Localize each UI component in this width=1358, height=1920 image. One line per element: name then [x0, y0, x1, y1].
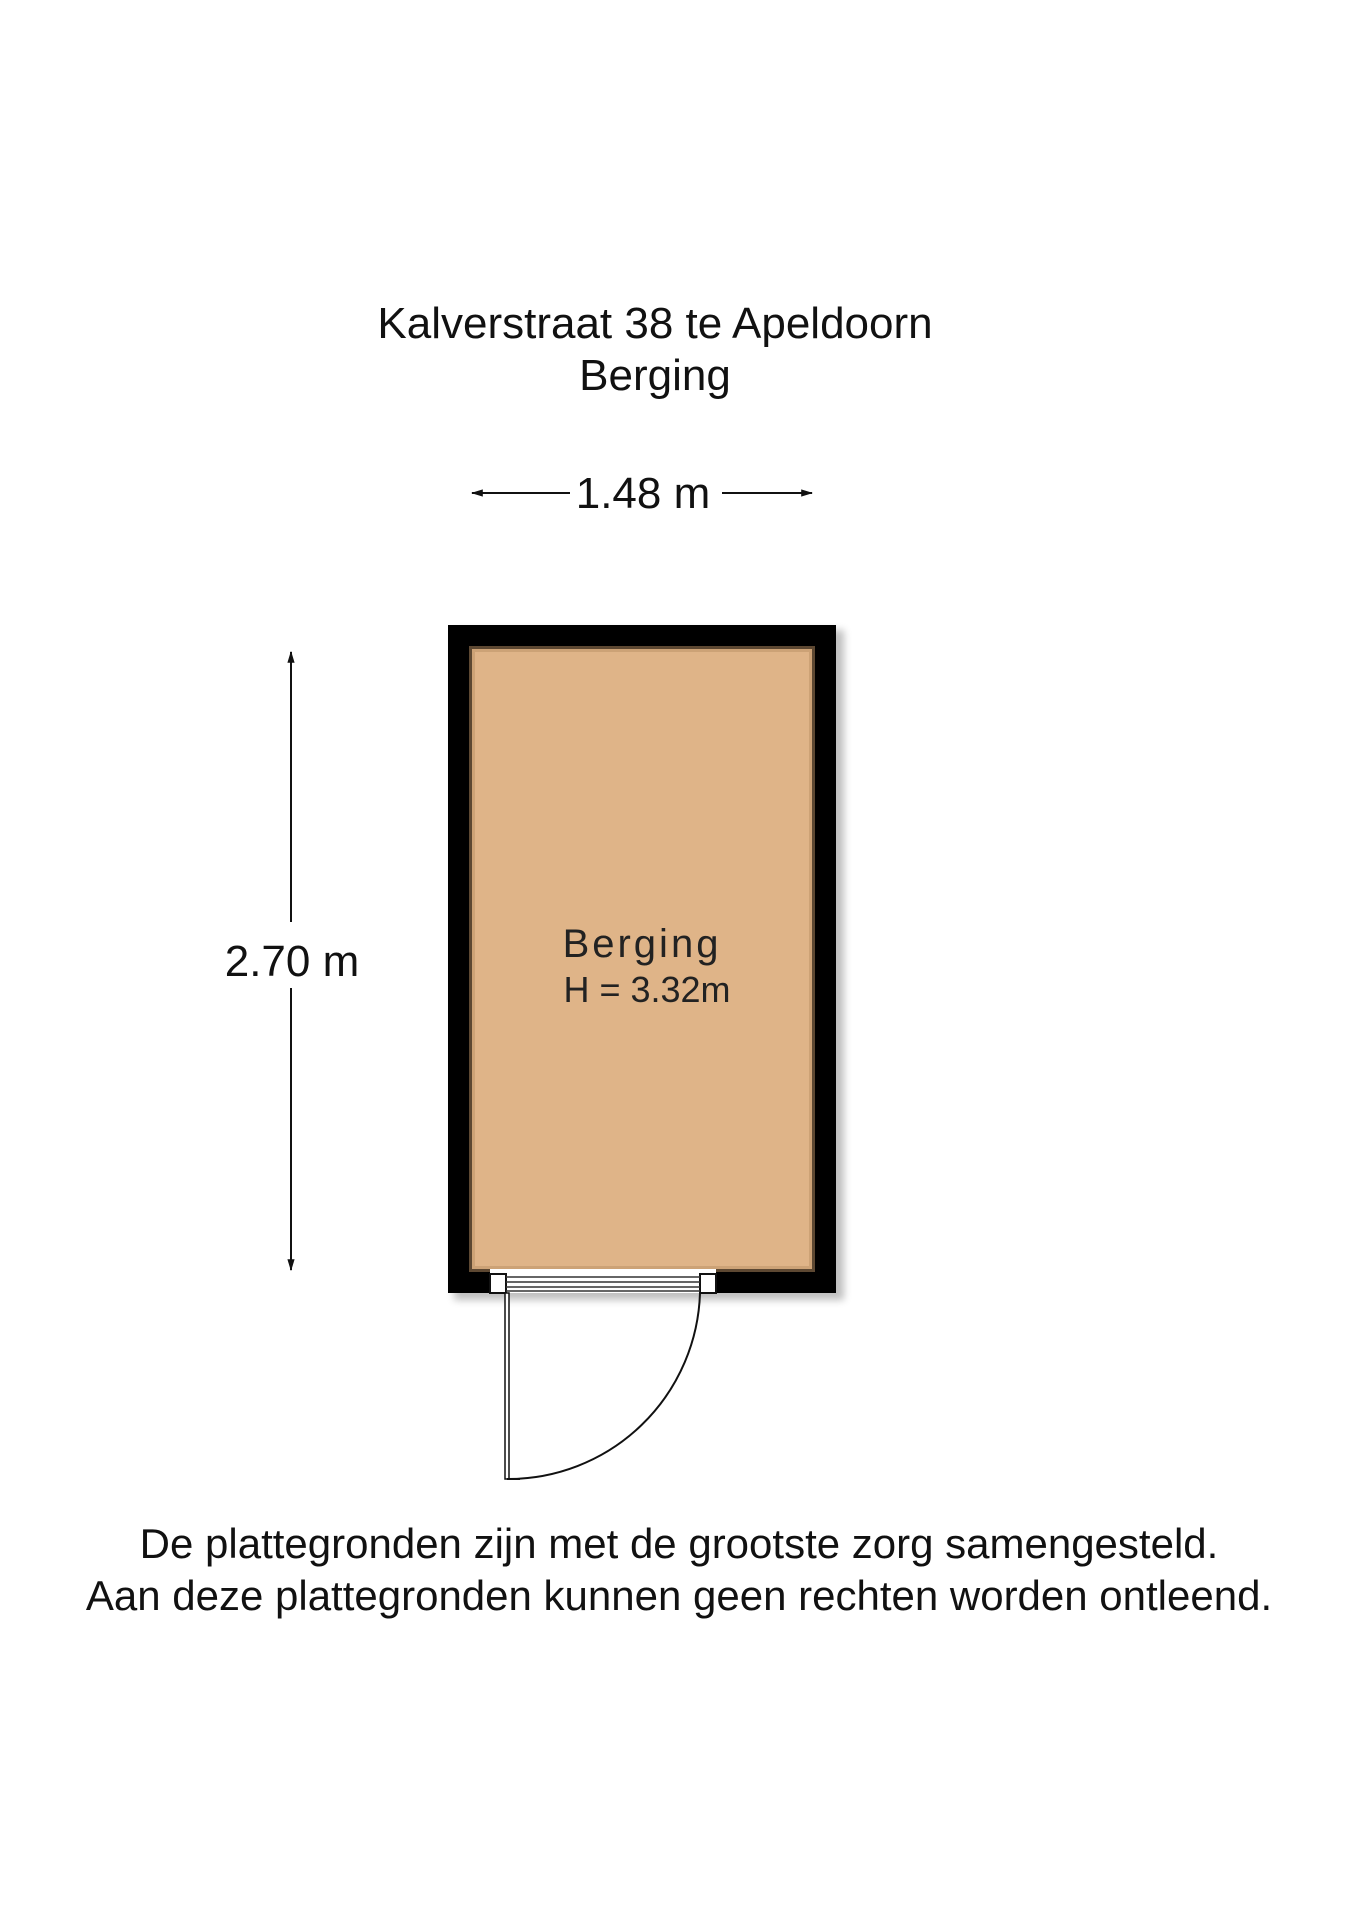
door-leaf [505, 1293, 509, 1479]
address-title: Kalverstraat 38 te Apeldoorn [377, 299, 933, 348]
length-label: 2.70 m [224, 937, 360, 986]
disclaimer-line-2: Aan deze plattegronden kunnen geen rechten worden ontleend. [85, 1572, 1273, 1619]
room-height: H = 3.32m [563, 969, 731, 1010]
door-frame-left [490, 1274, 506, 1293]
floor-title: Berging [579, 351, 731, 400]
length-dimension [225, 652, 360, 1270]
door-swing-arc [508, 1293, 700, 1479]
disclaimer-line-1: De plattegronden zijn met de grootste zorg samengesteld. [139, 1520, 1219, 1567]
room-name: Berging [562, 922, 722, 966]
door-frame-right [700, 1274, 716, 1293]
door-opening [490, 1269, 716, 1293]
width-dimension [472, 469, 812, 518]
width-label: 1.48 m [575, 469, 711, 518]
